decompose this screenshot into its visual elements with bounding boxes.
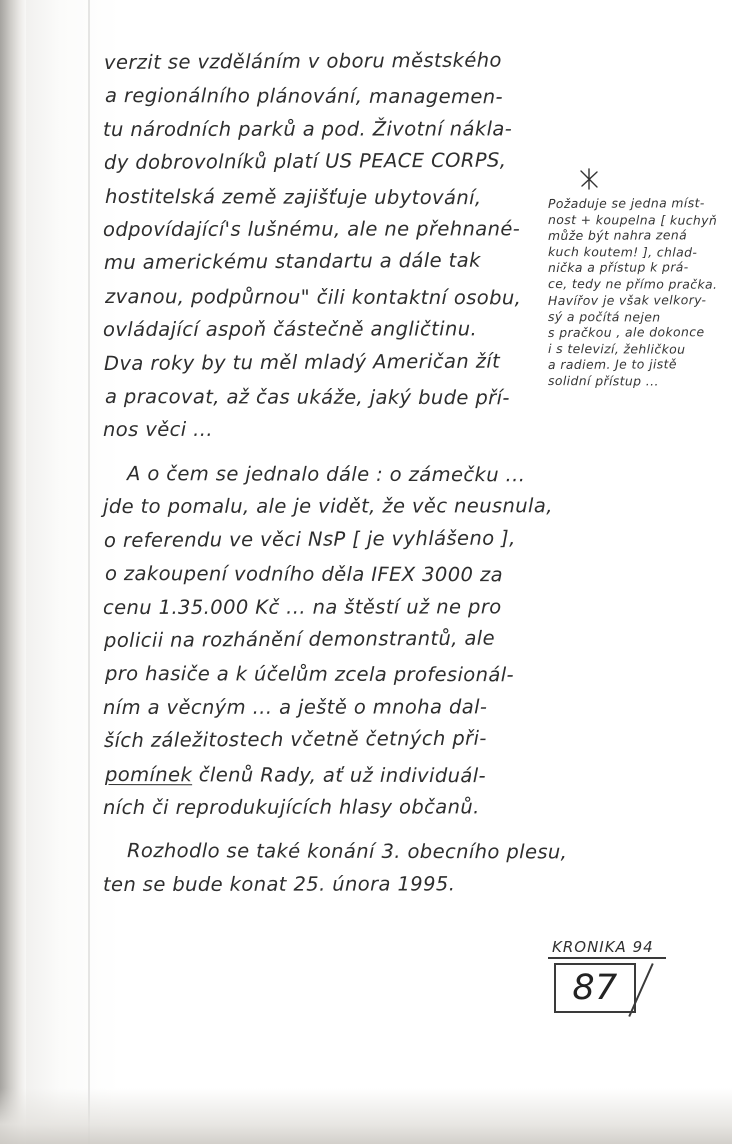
margin-note-line: Havířov je však velkory- bbox=[547, 291, 707, 308]
page-bottom-edge bbox=[0, 1088, 732, 1144]
page-number: 87 bbox=[572, 968, 618, 1008]
handwritten-body-text bbox=[102, 46, 568, 901]
margin-note-line: Požaduje se jedna míst- bbox=[547, 195, 705, 211]
text-line: A o čem se jednalo dále : o zámečku ... bbox=[126, 461, 526, 487]
paragraph-spacer bbox=[104, 824, 534, 834]
text-line: odpovídající's lušnému, ale ne přehnané- bbox=[102, 217, 521, 242]
text-line: o zakoupení vodního děla IFEX 3000 za bbox=[104, 562, 504, 587]
text-line: dy dobrovolníků platí US PEACE CORPS, bbox=[103, 148, 507, 175]
text-line: zvanou, podpůrnou" čili kontaktní osobu, bbox=[104, 284, 522, 310]
paragraph-spacer bbox=[104, 447, 534, 457]
margin-note-line: nost + koupelna [ kuchyň bbox=[547, 212, 718, 228]
text-line: verzit se vzděláním v oboru městského bbox=[103, 48, 502, 74]
text-line: ten se bude konat 25. února 1995. bbox=[102, 872, 456, 896]
text-line: jde to pomalu, ale je vidět, že věc neusnula, bbox=[102, 494, 553, 519]
page-margin-line bbox=[88, 0, 90, 1144]
margin-note-line: ce, tedy ne přímo pračka. bbox=[547, 276, 718, 293]
text-line: tu národních parků a pod. Životní nákla- bbox=[102, 117, 513, 141]
text-line-part: ších záležitostech včetně četných při- bbox=[103, 726, 487, 753]
text-line: policii na rozhánění demonstrantů, ale bbox=[103, 626, 496, 652]
text-line: pro hasiče a k účelům zcela profesionál- bbox=[104, 662, 515, 687]
text-line bbox=[105, 758, 535, 793]
chronicle-label: KRONIKA 94 bbox=[552, 938, 654, 956]
margin-note-line: s pračkou , ale dokonce bbox=[547, 323, 705, 340]
text-line: hostitelská země zajišťuje ubytování, bbox=[104, 184, 482, 209]
underlined-word: pomínek bbox=[104, 762, 193, 786]
margin-note-line: i s televizí, žehličkou bbox=[547, 340, 686, 357]
margin-note-line: může být nahra zená bbox=[547, 227, 688, 244]
margin-note-line: solidní přístup ... bbox=[547, 373, 659, 389]
text-line: Dva roky by tu měl mladý Američan žít bbox=[103, 349, 501, 375]
text-line: mu americkému standartu a dále tak bbox=[103, 249, 481, 275]
text-line: ních či reprodukujících hlasy občanů. bbox=[102, 795, 480, 819]
text-line: a regionálního plánování, managemen- bbox=[104, 84, 504, 109]
text-line: a pracovat, až čas ukáže, jaký bude pří- bbox=[104, 385, 510, 410]
margin-note bbox=[548, 196, 724, 389]
page-number-box bbox=[554, 963, 636, 1013]
footer-stamp bbox=[548, 938, 672, 1013]
asterisk-mark-icon bbox=[578, 168, 600, 190]
text-line bbox=[104, 721, 534, 757]
chronicle-rule bbox=[548, 957, 666, 959]
margin-note-line: kuch koutem! ], chlad- bbox=[547, 244, 698, 260]
text-line: ním a věcným ... a ještě o mnoha dal- bbox=[102, 695, 488, 719]
text-line: nos věci ... bbox=[102, 418, 213, 442]
margin-note-line: sý a počítá nejen bbox=[547, 308, 661, 325]
text-line: o referendu ve věci NsP [ je vyhlášeno ], bbox=[103, 526, 516, 552]
text-line: ovládající aspoň částečně angličtinu. bbox=[102, 317, 478, 342]
text-line: Rozhodlo se také konání 3. obecního plesu, bbox=[126, 839, 568, 864]
margin-note-line: nička a přístup k prá- bbox=[547, 259, 689, 276]
binding-edge bbox=[0, 0, 26, 1144]
text-line: cenu 1.35.000 Kč ... na štěstí už ne pro bbox=[102, 594, 502, 619]
margin-note-line: a radiem. Je to jistě bbox=[547, 356, 677, 372]
text-line-part: členů Rady, ať už individuál- bbox=[192, 762, 487, 787]
